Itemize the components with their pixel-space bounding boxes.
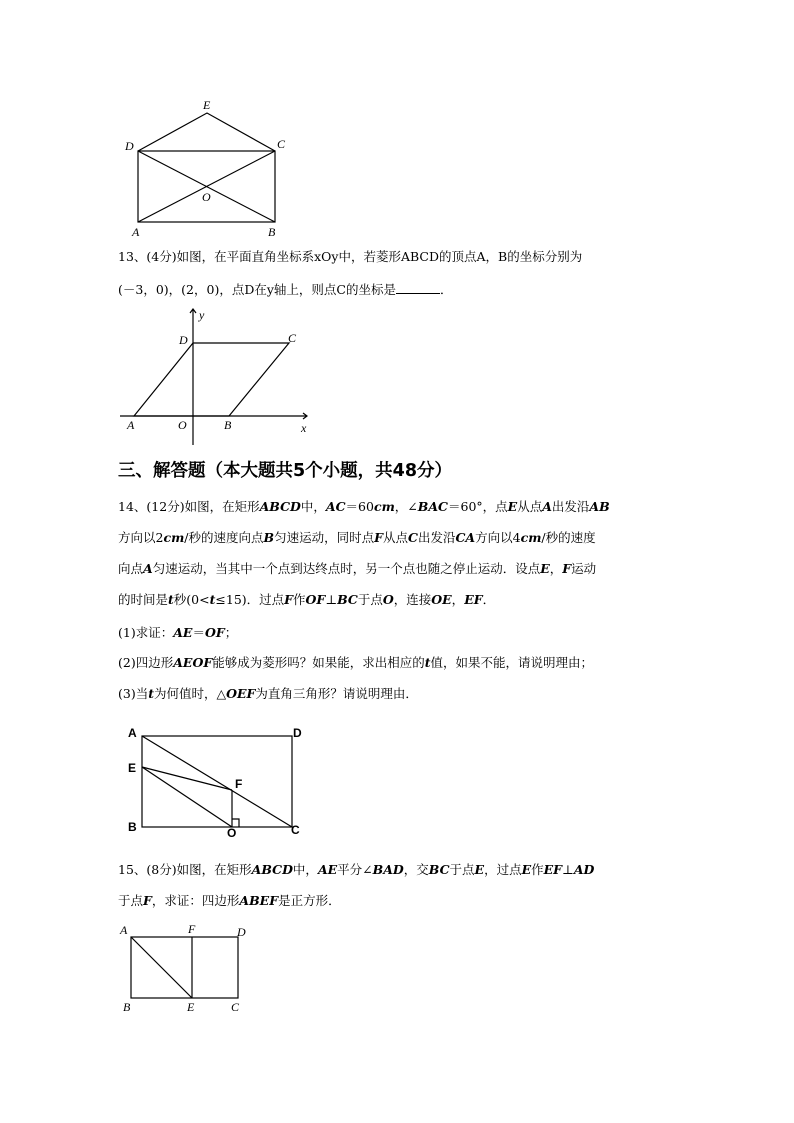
point-label-b: B <box>224 418 232 432</box>
q14-line-3: 向点A匀速运动，当其中一个点到达终点时，另一个点也随之停止运动．设点E，F运动 <box>118 561 597 576</box>
q14-part-2: (2)四边形AEOF能够成为菱形吗？如果能，求出相应的t值，如果不能，请说明理由； <box>118 655 594 670</box>
point-label-o: O <box>202 190 211 204</box>
q13-figure <box>115 305 315 445</box>
q14-line-4: 的时间是t秒(0<t≤15)．过点F作OF⊥BC于点O，连接OE，EF． <box>118 592 496 607</box>
q15-line-1: 15、(8分)如图，在矩形ABCD中，AE平分∠BAD，交BC于点E，过点E作EF⊥AD <box>118 862 595 877</box>
q14-line-1: 14、(12分)如图，在矩形ABCD中，AC＝60cm，∠BAC＝60°，点E从点A出发沿AB <box>118 499 610 514</box>
axis-label-x: x <box>301 421 307 435</box>
point-label-d: D <box>237 925 246 939</box>
q12-figure <box>120 95 295 240</box>
rhombus-abcd <box>134 343 289 416</box>
point-label-b: B <box>128 820 137 834</box>
q15-line-2: 于点F，求证：四边形ABEF是正方形． <box>118 893 341 908</box>
point-label-a: A <box>127 418 135 432</box>
section-heading: 三、解答题（本大题共5个小题，共48分） <box>118 461 453 481</box>
answer-blank[interactable] <box>396 282 440 294</box>
point-label-a: A <box>120 923 128 937</box>
point-label-d: D <box>179 333 188 347</box>
point-label-a: A <box>132 225 140 239</box>
axis-label-y: y <box>199 308 205 322</box>
q13-line-1: 13、(4分)如图，在平面直角坐标系xOy中，若菱形ABCD的顶点A，B的坐标分别为 <box>118 249 583 264</box>
segment-ae <box>131 937 192 998</box>
point-label-d: D <box>125 139 134 153</box>
triangle-dec <box>138 113 275 151</box>
q15-figure <box>118 921 258 1017</box>
q14-part-1: (1)求证：AE＝OF； <box>118 625 238 640</box>
point-label-c: C <box>288 331 297 345</box>
point-label-e: E <box>203 98 211 112</box>
point-label-f: F <box>188 922 196 936</box>
point-label-e: E <box>128 761 137 775</box>
point-label-c: C <box>277 137 286 151</box>
segment-ef <box>142 767 232 790</box>
point-label-b: B <box>268 225 276 239</box>
point-label-b: B <box>123 1000 131 1014</box>
q14-line-2: 方向以2cm/秒的速度向点B匀速运动，同时点F从点C出发沿CA方向以4cm/秒的速度 <box>118 530 596 545</box>
segment-eo <box>142 767 232 827</box>
point-label-e: E <box>187 1000 195 1014</box>
point-label-c: C <box>291 823 300 837</box>
q14-part-3: (3)当t为何值时，△OEF为直角三角形？请说明理由． <box>118 686 418 701</box>
rectangle-abcd <box>131 937 238 998</box>
point-label-f: F <box>235 777 243 791</box>
point-label-o: O <box>227 826 237 840</box>
point-label-c: C <box>231 1000 240 1014</box>
point-label-o: O <box>178 418 187 432</box>
point-label-a: A <box>128 726 137 740</box>
q14-figure <box>125 722 315 842</box>
q13-line-2: (－3，0)，(2，0)，点D在y轴上，则点C的坐标是 ． <box>118 282 453 297</box>
point-label-d: D <box>293 726 302 740</box>
